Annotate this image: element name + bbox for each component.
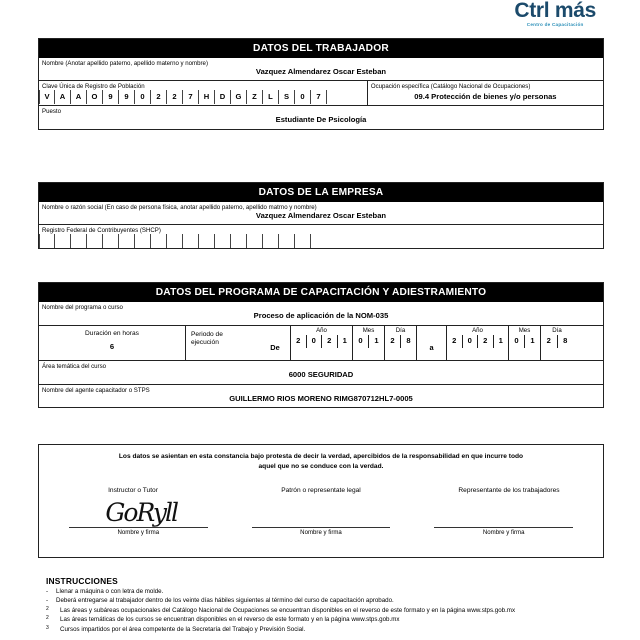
curp-box-2[interactable]: A [55, 90, 71, 104]
from-year-digit-4[interactable]: 1 [337, 335, 353, 348]
declaration-line-2: aquel que no se conduce con la verdad. [258, 462, 384, 470]
training-agent-row [39, 384, 603, 408]
rfc-box-10[interactable] [183, 234, 199, 248]
curp-box-12[interactable]: D [215, 90, 231, 104]
instruction-item-2 [46, 598, 626, 605]
company-name-row [39, 202, 603, 224]
to-day-cell [540, 326, 573, 360]
rfc-box-13[interactable] [231, 234, 247, 248]
instructions-title: INSTRUCCIONES [46, 576, 118, 586]
from-day-header: Día [395, 326, 406, 334]
company-name-label: Nombre o razón social (En caso de persona física, anotar apellido paterno, apellido matrno y nombre) [42, 204, 317, 212]
from-year-digit-3[interactable]: 2 [321, 335, 337, 348]
rfc-box-3[interactable] [71, 234, 87, 248]
from-label: De [270, 342, 280, 352]
worker-data-section [38, 38, 604, 130]
occupation-cell [367, 81, 603, 105]
to-year-digit-2[interactable]: 0 [462, 335, 478, 348]
worker-section-header: DATOS DEL TRABAJADOR [39, 39, 603, 58]
instruction-item-3 [46, 605, 626, 615]
to-day-digit-1[interactable]: 2 [546, 335, 551, 345]
curp-box-11[interactable]: H [199, 90, 215, 104]
company-rfc-row [39, 224, 603, 248]
from-day-digit-1[interactable]: 2 [390, 335, 395, 345]
curp-box-15[interactable]: L [263, 90, 279, 104]
signature-block-instructor[interactable] [47, 498, 230, 537]
to-month-digits[interactable] [509, 335, 540, 348]
occupation-label: Ocupación específica (Catálogo Nacional de Ocupaciones) [370, 82, 531, 90]
program-section-header: DATOS DEL PROGRAMA DE CAPACITACIÓN Y ADIESTRAMIENTO [39, 283, 603, 302]
curp-box-17[interactable]: 0 [295, 90, 311, 104]
to-month-digit-1[interactable]: 0 [514, 335, 519, 345]
curp-character-boxes[interactable] [39, 90, 367, 104]
curp-box-4[interactable]: O [87, 90, 103, 104]
rfc-box-1[interactable] [39, 234, 55, 248]
curp-cell [39, 81, 367, 105]
worker-name-value[interactable]: Vazquez Almendarez Oscar Esteban [255, 67, 387, 77]
instruction-item-1 [46, 589, 626, 596]
instructions-block [46, 576, 626, 634]
signature-block-employer[interactable] [230, 527, 413, 536]
rfc-label: Registro Federal de Contribuyentes (SHCP) [42, 226, 161, 234]
signature-lines-row [39, 498, 603, 537]
curp-box-14[interactable]: Z [247, 90, 263, 104]
instruction-marker: - [46, 597, 49, 605]
worker-name-label: Nombre (Anotar apellido paterno, apellido materno y nombre) [42, 60, 208, 68]
thematic-area-row [39, 360, 603, 384]
curp-box-6[interactable]: 9 [119, 90, 135, 104]
from-year-digits[interactable] [291, 335, 352, 348]
from-year-digit-1[interactable]: 2 [296, 335, 301, 345]
rfc-box-14[interactable] [247, 234, 263, 248]
from-year-header: Año [316, 326, 327, 334]
instruction-marker: 2 [46, 615, 49, 622]
rfc-box-6[interactable] [119, 234, 135, 248]
logo-title: Ctrl más [514, 0, 596, 22]
from-month-cell [352, 326, 384, 360]
to-label-cell [416, 326, 446, 360]
agent-value[interactable]: GUILLERMO RIOS MORENO RIMG870712HL7-0005 [229, 393, 413, 403]
signature-titles-row [39, 487, 603, 494]
instructions-list [46, 589, 626, 634]
signature-title-instructor: Instructor o Tutor [108, 487, 158, 495]
handwritten-signature: GoRyll [105, 498, 177, 528]
to-year-digit-1[interactable]: 2 [452, 335, 457, 345]
rfc-character-boxes[interactable] [39, 234, 603, 248]
curp-label: Clave Única de Registro de Población [42, 82, 145, 90]
declaration-text [39, 445, 603, 471]
company-logo [514, 0, 596, 27]
worker-name-row [39, 58, 603, 80]
duration-cell [39, 326, 185, 360]
to-year-digits[interactable] [447, 335, 508, 348]
duration-label: Duración en horas [85, 329, 139, 337]
curp-box-18[interactable]: 7 [311, 90, 327, 104]
curp-box-8[interactable]: 2 [151, 90, 167, 104]
to-month-cell [508, 326, 540, 360]
curp-box-16[interactable]: S [279, 90, 295, 104]
rfc-box-9[interactable] [167, 234, 183, 248]
signature-caption-worker-rep: Nombre y firma [482, 529, 525, 537]
from-day-cell [384, 326, 416, 360]
course-name-row [39, 302, 603, 325]
signature-section [38, 444, 604, 558]
rfc-box-11[interactable] [199, 234, 215, 248]
duration-period-row [39, 325, 603, 360]
instruction-text: Las áreas temáticas de los cursos se encuentran disponibles en el reverso de este formato y en la página www.stps.gob.mx [60, 616, 400, 624]
curp-box-10[interactable]: 7 [183, 90, 199, 104]
rfc-box-5[interactable] [103, 234, 119, 248]
curp-box-13[interactable]: G [231, 90, 247, 104]
from-year-cell [290, 326, 352, 360]
instruction-text: Las áreas y subáreas ocupacionales del Catálogo Nacional de Ocupaciones se encuentran disponibles en el reverso de este formato y en la página www.stps.gob.mx [60, 606, 516, 614]
curp-box-1[interactable]: V [39, 90, 55, 104]
to-month-digit-2[interactable]: 1 [524, 335, 540, 348]
instruction-item-5 [46, 624, 626, 634]
curp-box-9[interactable]: 2 [167, 90, 183, 104]
from-label-cell [260, 326, 290, 360]
curp-box-5[interactable]: 9 [103, 90, 119, 104]
worker-curp-occupation-row [39, 80, 603, 105]
period-label-cell [185, 326, 260, 360]
to-year-digit-4[interactable]: 1 [493, 335, 509, 348]
rfc-box-7[interactable] [135, 234, 151, 248]
instruction-marker: 2 [46, 605, 49, 612]
position-value[interactable]: Estudiante De Psicología [275, 114, 367, 124]
from-month-digits[interactable] [353, 335, 384, 348]
to-month-header: Mes [518, 326, 531, 334]
signature-caption-instructor: Nombre y firma [117, 529, 160, 537]
course-label: Nombre del programa o curso [42, 304, 123, 312]
area-label: Área temática del curso [42, 362, 107, 370]
instruction-text: Cursos impartidos por el área competente de la Secretaría del Trabajo y Previsión Social. [60, 625, 306, 633]
period-label-line2: ejecución [191, 339, 219, 347]
instruction-marker: - [46, 587, 49, 595]
signature-caption-employer: Nombre y firma [300, 529, 342, 537]
curp-box-3[interactable]: A [71, 90, 87, 104]
curp-box-7[interactable]: 0 [135, 90, 151, 104]
declaration-line-1: Los datos se asientan en esta constancia bajo protesta de decir la verdad, apercibidos de la responsabilidad en que incurre todo [118, 453, 524, 460]
logo-tagline: Centro de Capacitación [526, 21, 584, 27]
company-section-header: DATOS DE LA EMPRESA [39, 183, 603, 202]
to-year-header: Año [472, 326, 483, 334]
signature-block-worker-rep[interactable] [412, 527, 595, 536]
rfc-box-17[interactable] [295, 234, 311, 248]
occupation-value[interactable]: 09.4 Protección de bienes y/o personas [414, 91, 557, 101]
to-year-cell [446, 326, 508, 360]
to-day-header: Día [552, 326, 562, 334]
position-label: Puesto [42, 107, 61, 115]
instruction-item-4 [46, 617, 626, 624]
course-value[interactable]: Proceso de aplicación de la NOM-035 [253, 311, 389, 321]
area-value[interactable]: 6000 SEGURIDAD [288, 369, 354, 379]
rfc-box-15[interactable] [263, 234, 279, 248]
agent-label: Nombre del agente capacitador o STPS [42, 386, 150, 394]
from-day-digits[interactable] [385, 335, 416, 348]
worker-position-row [39, 105, 603, 130]
period-label-line1: Periodo de [191, 330, 223, 338]
from-year-digit-2[interactable]: 0 [306, 335, 322, 348]
from-day-digit-2[interactable]: 8 [400, 335, 416, 348]
to-day-digit-2[interactable]: 8 [557, 335, 574, 348]
rfc-box-2[interactable] [55, 234, 71, 248]
from-month-digit-1[interactable]: 0 [358, 335, 363, 345]
rfc-box-16[interactable] [279, 234, 295, 248]
company-name-value[interactable]: Vazquez Almendarez Oscar Esteban [255, 211, 387, 221]
instruction-text: Llenar a máquina o con letra de molde. [56, 587, 164, 595]
from-month-digit-2[interactable]: 1 [368, 335, 384, 348]
from-month-header: Mes [362, 326, 375, 334]
to-day-digits[interactable] [541, 335, 573, 348]
rfc-box-8[interactable] [151, 234, 167, 248]
company-data-section [38, 182, 604, 249]
signature-title-worker-rep: Representante de los trabajadores [458, 487, 560, 495]
instruction-text: Deberá entregarse al trabajador dentro de los veinte días hábiles siguientes al término del curso de capacitación aprobado. [56, 597, 394, 605]
signature-title-employer: Patrón o representate legal [281, 487, 361, 495]
instruction-marker: 3 [46, 624, 49, 631]
to-year-digit-3[interactable]: 2 [477, 335, 493, 348]
duration-value[interactable]: 6 [109, 342, 115, 352]
rfc-box-4[interactable] [87, 234, 103, 248]
to-label: a [429, 342, 434, 352]
program-data-section [38, 282, 604, 408]
rfc-box-12[interactable] [215, 234, 231, 248]
